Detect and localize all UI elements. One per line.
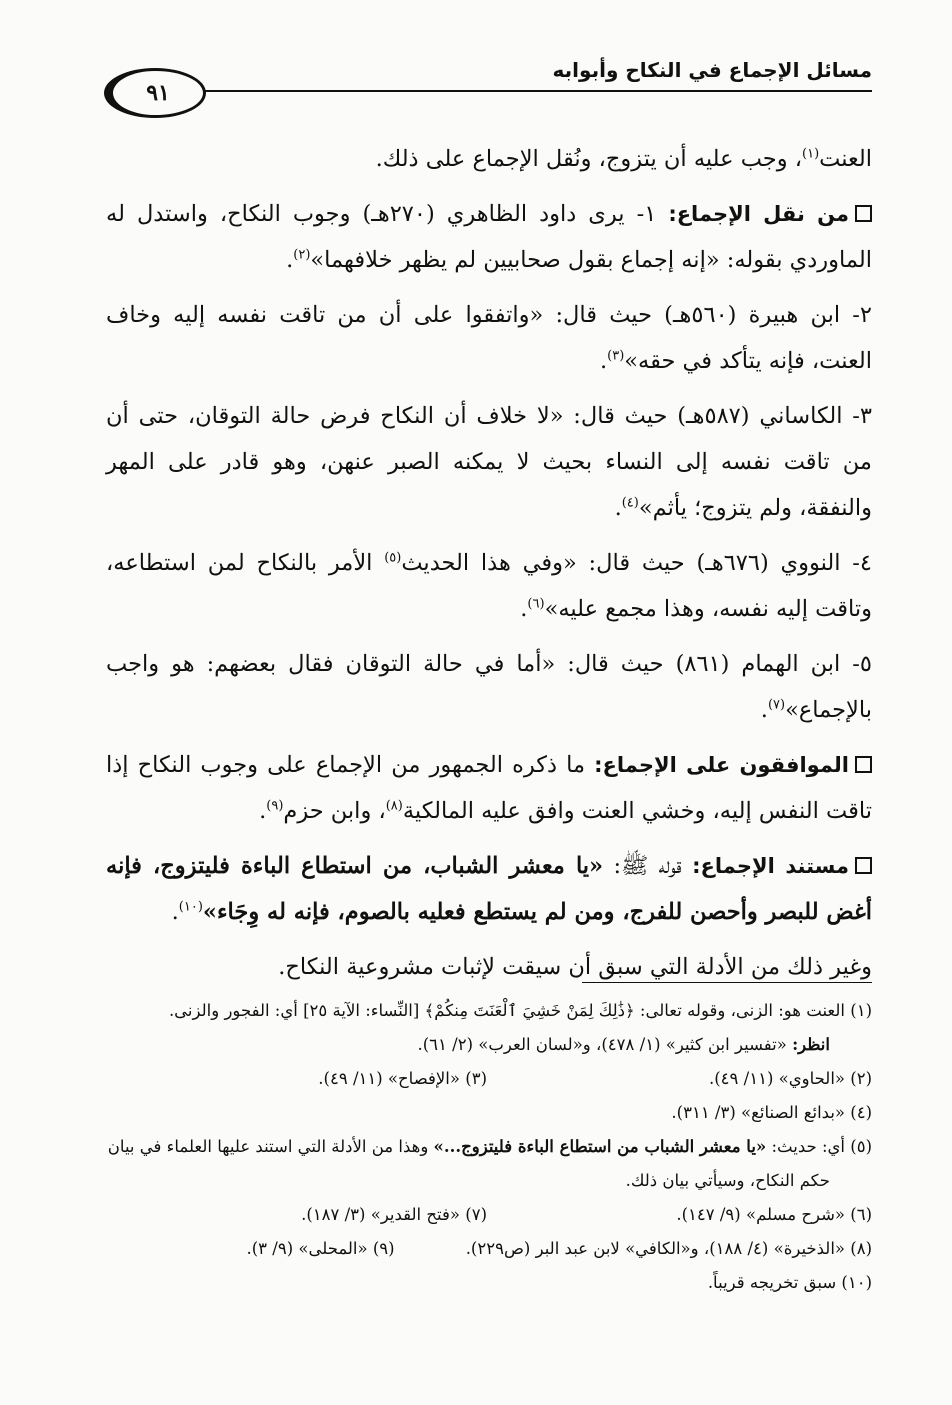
- footnote-9: (٩) «المحلى» (٩/ ٣).: [246, 1239, 395, 1258]
- footnote-separator: [582, 982, 872, 983]
- footnote-5-continued: حكم النكاح، وسيأتي بيان ذلك.: [625, 1171, 830, 1190]
- footnote-ref: (٥): [384, 550, 402, 566]
- text-run: ، وابن حزم: [283, 798, 386, 824]
- paragraph-ibn-humam: [106, 641, 872, 733]
- text-run: .: [760, 697, 768, 723]
- paragraph-intro: [106, 136, 872, 182]
- page-number-badge: [104, 68, 206, 118]
- footnote-7: (٧) «فتح القدير» (٣/ ١٨٧).: [301, 1205, 487, 1224]
- running-title: مسائل الإجماع في النكاح وأبوابه: [552, 58, 872, 82]
- text-run: ما ذكره الجمهور من الإجماع على وجوب النكاح إذا تاقت النفس إليه، وخشي العنت وافق عليه المالكية: [106, 752, 872, 824]
- hadith-quote: «يا معشر الشباب من استطاع الباءة فليتزوج...»: [433, 1137, 767, 1156]
- footnote-ref: (٧): [767, 697, 786, 713]
- square-bullet-icon: [855, 205, 872, 222]
- text-run: وغير ذلك من الأدلة التي سبق أن سيقت لإثبات مشروعية النكاح.: [278, 954, 872, 980]
- footnotes: [102, 996, 872, 1302]
- footnote-4: (٤) «بدائع الصنائع» (٣/ ٣١١).: [671, 1103, 872, 1122]
- page-number: ٩١: [146, 80, 170, 106]
- section-lead: من نقل الإجماع:: [668, 202, 849, 226]
- text-run: ٣- الكاساني (٥٨٧هـ) حيث قال: «لا خلاف أن النكاح فرض حالة التوقان، حتى أن من تاقت نفسه إلى النساء بحيث لا يمكنه الصبر عنهن، وهو قادر على المهر والنفقة، ولم يتزوج؛ يأثم»: [106, 403, 873, 521]
- text-run: ٢- ابن هبيرة (٥٦٠هـ) حيث قال: «واتفقوا على أن من تاقت نفسه إليه وخاف العنت، فإنه يتأكد في حقه»: [106, 302, 872, 374]
- footnote-8: (٨) «الذخيرة» (٤/ ١٨٨)، و«الكافي» لابن عبد البر (ص٢٢٩).: [465, 1239, 872, 1258]
- text-run: ٤- النووي (٦٧٦هـ) حيث قال: «وفي هذا الحديث: [401, 550, 872, 576]
- footnote-1-continued: [102, 1030, 872, 1060]
- text-run: .: [520, 596, 528, 622]
- footnote-5: [102, 1132, 872, 1162]
- footnote-ref: (٩): [266, 798, 284, 814]
- paragraph-ibn-hubayra: [106, 292, 872, 384]
- main-text: [106, 136, 872, 999]
- footnote-ref: (١٠): [178, 899, 203, 915]
- text-run: «تفسير ابن كثير» (١/ ٤٧٨)، و«لسان العرب» (٢/ ٦١).: [417, 1035, 793, 1054]
- footnote-row: [102, 1064, 872, 1094]
- hadith-quote: «يا معشر الشباب، من استطاع الباءة فليتزوج، فإنه أغض للبصر وأحصن للفرج، ومن لم يستطع فعليه بالصوم، فإنه له وِجَاء»: [106, 853, 872, 925]
- text-run: (٥) أي: حديث:: [766, 1137, 872, 1156]
- paragraph-nawawi: [106, 540, 872, 632]
- footnote-ref: (٤): [621, 495, 639, 511]
- text-run: ، وجب عليه أن يتزوج، ونُقل الإجماع على ذلك.: [375, 146, 802, 172]
- text-run: .: [286, 247, 294, 273]
- text-run: .: [259, 798, 267, 824]
- footnote-ref: (١): [802, 146, 820, 162]
- text-run: ١- يرى داود الظاهري (٢٧٠هـ) وجوب النكاح، واستدل له الماوردي بقوله: «إنه إجماع بقول صحابيين لم يظهر خلافهما»: [106, 201, 872, 273]
- text-run: الأمر بالنكاح لمن استطاعه، وتاقت إليه نفسه، وهذا مجمع عليه»: [106, 550, 872, 622]
- footnote-3: (٣) «الإفصاح» (١١/ ٤٩).: [318, 1069, 487, 1088]
- paragraph-reporters: [106, 191, 872, 283]
- footnote-10: (١٠) سبق تخريجه قريباً.: [707, 1273, 872, 1292]
- square-bullet-icon: [855, 756, 872, 773]
- page-header: [100, 44, 872, 106]
- footnote-ref: (٢): [293, 247, 311, 263]
- section-lead: مستند الإجماع:: [692, 854, 850, 878]
- paragraph-closing: [106, 944, 872, 990]
- text-run: .: [171, 899, 179, 925]
- footnote-ref: (٦): [527, 596, 545, 612]
- paragraph-evidence: [106, 843, 872, 935]
- square-bullet-icon: [855, 857, 872, 874]
- footnote-row: [102, 1200, 872, 1230]
- footnote-ref: (٣): [607, 348, 625, 364]
- footnote-2: (٢) «الحاوي» (١١/ ٤٩).: [708, 1069, 872, 1088]
- text-run: قوله ﷺ:: [603, 853, 693, 879]
- text-run: وهذا من الأدلة التي استند عليها العلماء في بيان: [107, 1137, 434, 1156]
- footnote-ref: (٨): [385, 798, 403, 814]
- see-label: انظر:: [792, 1035, 830, 1054]
- header-rule: [188, 90, 872, 92]
- footnote-row: [102, 1234, 872, 1264]
- text-run: .: [599, 348, 608, 374]
- paragraph-kasani: [106, 393, 872, 531]
- paragraph-agreeing: [106, 742, 872, 834]
- text-run: .: [614, 495, 622, 521]
- section-lead: الموافقون على الإجماع:: [594, 753, 849, 777]
- text-run: العنت: [819, 146, 872, 172]
- footnote-6: (٦) «شرح مسلم» (٩/ ١٤٧).: [676, 1205, 872, 1224]
- footnote-1: (١) العنت هو: الزنى، وقوله تعالى: ﴿ذَٰلِكَ لِمَنْ خَشِيَ ٱلْعَنَتَ مِنكُمْ﴾ [النِّساء: الآية ٢٥] أي: الفجور والزنى.: [168, 1001, 872, 1020]
- text-run: ٥- ابن الهمام (٨٦١) حيث قال: «أما في حالة التوقان فقال بعضهم: هو واجب بالإجماع»: [106, 651, 873, 723]
